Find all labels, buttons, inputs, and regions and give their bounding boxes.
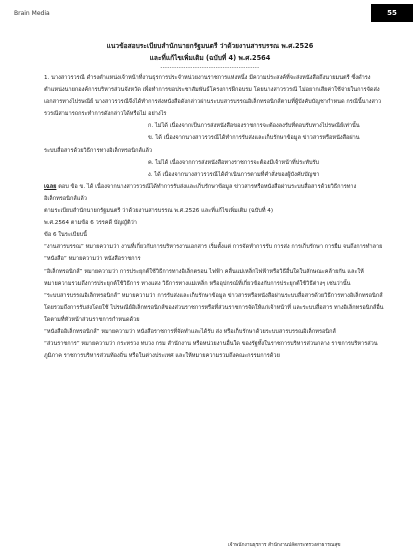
reference-line-2: พ.ศ.2564 ตามข้อ 6 วรรคดี บัญญัติว่า (44, 220, 137, 227)
definition-government-agency: “ส่วนราชการ” หมายความว่า กระทรวง ทบวง กรม สำนักงาน หรือหน่วยงานอื่นใด ของรัฐทั้งในราชการบริหารส่วนกลาง ราชการบริหารส่วนภูมิภาค ราชการบริหารส่วนท้องถิ่น หรือในต่างประเทศ และให้หมายความรวมถึงคณะกรรมการด้วย (44, 341, 378, 360)
document-body (44, 72, 384, 362)
definition-e-saraban-system: “ระบบสารบรรณอิเล็กทรอนิกส์” หมายความว่า การรับส่งและเก็บรักษาข้อมูล ข่าวสารหรือหนังสือผ่านระบบสื่อสารด้วยวิธีการทางอิเล็กทรอนิกส์ โดยรวมถึงการรับส่งโดยใช้ ไปรษณีย์อิเล็กทรอนิกส์ของส่วนราชการหรือที่ส่วนราชการจัดให้แก่เจ้าหน้าที่ และระบบสื่อสาร ทางอิเล็กทรอนิกส์อื่นใดตามที่หัวหน้าส่วนราชการกำหนดด้วย (44, 292, 384, 323)
title-line-2: และที่แก้ไขเพิ่มเติม (ฉบับที่ 4) พ.ศ.2564 (149, 54, 271, 62)
title-divider: ------------------------------------------- (160, 65, 260, 71)
option-d: ง. ได้ เนื่องจากนางสาวรวรณีได้ดำเนินการตามที่คำสั่งของผู้บังคับบัญชา (148, 171, 320, 178)
reference-line-1: ตามระเบียบสำนักนายกรัฐมนตรี ว่าด้วยงานสารบรรณ พ.ศ.2526 และที่แก้ไขเพิ่มเติม (ฉบับที่ 4) (44, 208, 274, 215)
option-b-continued: ระบบสื่อสารด้วยวิธีการทางอิเล็กทรอนิกส์แล้ว (44, 147, 153, 154)
document-title (0, 40, 420, 72)
answer-text: ตอบ ข้อ ข. ได้ เนื่องจากนางสาวรวรณีได้ทำการรับส่งและเก็บรักษาข้อมูล ข่าวสารหรือหนังสือผ่านระบบสื่อสารด้วยวิธีการทางอิเล็กทรอนิกส์แล้ว (44, 183, 357, 202)
page-number: 55 (371, 4, 413, 22)
definition-saraban: “งานสารบรรณ” หมายความว่า งานที่เกี่ยวกับการบริหารงานเอกสาร เริ่มตั้งแต่ การจัดทำการรับ การส่ง การเก็บรักษา การยืม จนถึงการทำลาย (44, 244, 383, 251)
definition-document: “หนังสือ” หมายความว่า หนังสือราชการ (44, 256, 141, 263)
option-a: ก. ไม่ได้ เนื่องจากเป็นการส่งหนังสือของราชการจะต้องลงรับที่ตอบรับทางไปรษณีย์เท่านั้น (148, 123, 360, 130)
brand-name: Brain Media (14, 10, 50, 17)
footer-text: เจ้าพนักงานธุรการ สำนักงานปลัดกระทรวงสาธารณสุข (228, 543, 341, 548)
question-paragraph: 1. นางสาวรวรณี ดำรงตำแหน่งเจ้าหน้าที่งานธุรการประจำหน่วยงานราชการแห่งหนึ่ง มีความประสงค์ที่จะส่งหนังสือถึงนายมนตรี ซึ่งดำรงตำแหน่งนายกองค์การบริหารส่วนจังหวัด เพื่อทำการขอประชาสัมพันธ์โครงการฝึกอบรม โดยนางสาวรวรณี ไม่อยากเสียค่าใช้จ่ายในการจัดส่งเอกสารทางไปรษณีย์ นางสาวรวรณีจึงได้ทำการส่งหนังสือดังกล่าวผ่านระบบสารบรรณอิเล็กทรอนิกส์ตามที่ผู้บังคับบัญชากำหนด กรณีนี้นางสาวรวรณีสามารถกระทำการดังกล่าวได้หรือไม่ อย่างไร (44, 75, 382, 118)
answer-paragraph (44, 181, 384, 205)
definition-electronic: “อิเล็กทรอนิกส์” หมายความว่า การประยุกต์ใช้วิธีการทางอิเล็กตรอน ไฟฟ้า คลื่นแม่เหล็กไฟฟ้าหรือวิธีอื่นใดในลักษณะคล้ายกัน และให้หมายความรวมถึงการประยุกต์ใช้วิธีการ ทางแสง วิธีการทางแม่เหล็ก หรืออุปกรณ์ที่เกี่ยวข้องกับการประยุกต์ใช้วิธีต่างๆ เช่นว่านั้น (44, 268, 364, 287)
clause-heading: ข้อ 6 ในระเบียบนี้ (44, 232, 87, 239)
answer-label: เฉลย (44, 183, 57, 190)
definition-e-document: “หนังสืออิเล็กทรอนิกส์” หมายความว่า หนังสือราชการที่จัดทำและได้รับ ส่ง หรือเก็บรักษาด้วยระบบสารบรรณอิเล็กทรอนิกส์ (44, 328, 336, 335)
title-line-1: แนวข้อสอบระเบียบสำนักนายกรัฐมนตรี ว่าด้วยงานสารบรรณ พ.ศ.2526 (106, 42, 314, 50)
option-c: ค. ไม่ได้ เนื่องจากการส่งหนังสือทางราชการจะต้องมีเจ้าหน้าที่ประทับรับ (148, 159, 320, 166)
option-b: ข. ได้ เนื่องจากนางสาวรวรณีได้ทำการรับส่งและเก็บรักษาข้อมูล ข่าวสารหรือหนังสือผ่าน (148, 135, 360, 142)
